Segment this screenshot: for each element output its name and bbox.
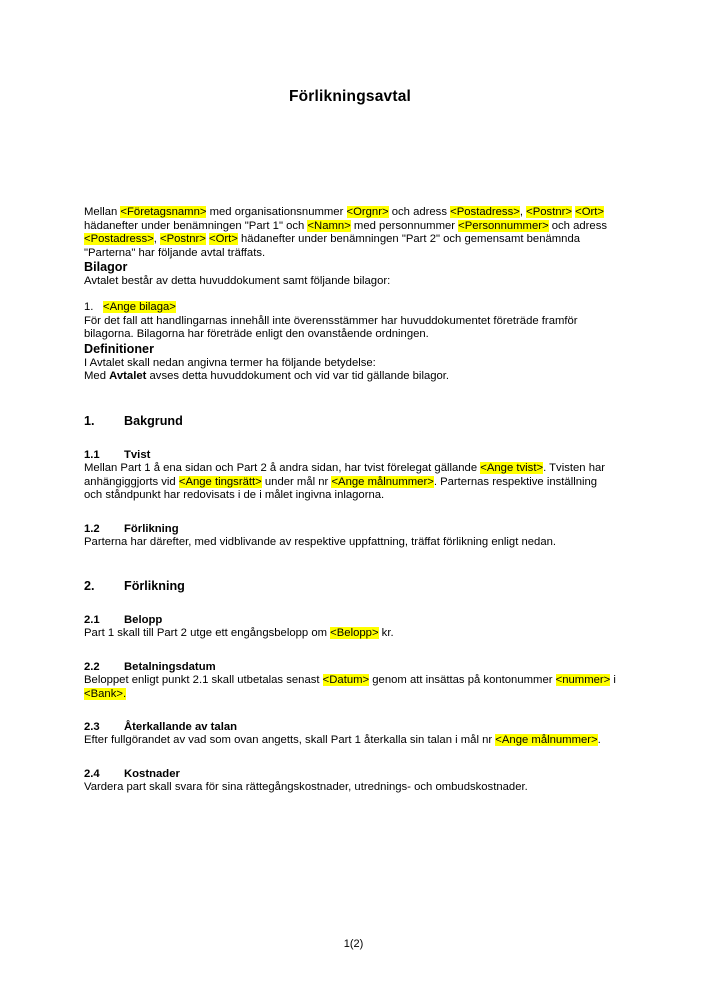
- subsection-2-1-text: [84, 627, 616, 641]
- placeholder-kontonummer: <nummer>: [555, 673, 611, 686]
- definition-prefix: Med: [84, 370, 110, 383]
- placeholder-namn: <Namn>: [307, 219, 351, 232]
- intro-seg-9: ,: [153, 233, 160, 246]
- section-heading-2: [84, 579, 616, 594]
- definition-term: Avtalet: [109, 370, 147, 383]
- placeholder-foretagsnamn: <Företagsnamn>: [120, 206, 207, 218]
- subsection-number: 2.1: [84, 614, 100, 627]
- subsection-2-3-text: [84, 734, 616, 748]
- s23-seg-1: Efter fullgörandet av vad som ovan angetts, skall Part 1 återkalla sin talan i mål nr: [84, 734, 496, 747]
- placeholder-postadress-2: <Postadress>: [84, 233, 154, 246]
- s22-seg-3: i: [610, 673, 616, 686]
- subsection-number: 1.2: [84, 522, 100, 535]
- s11-seg-1: Mellan Part 1 å ena sidan och Part 2 å andra sidan, har tvist förelegat gällande: [84, 461, 481, 474]
- s11-seg-2: . Tvisten har anhängiggjorts vid: [84, 461, 606, 488]
- placeholder-postnr-1: <Postnr>: [526, 206, 572, 218]
- page-footer: 1(2): [343, 938, 364, 950]
- placeholder-ort-1: <Ort>: [575, 206, 605, 218]
- placeholder-orgnr: <Orgnr>: [346, 206, 389, 218]
- subsection-title: Kostnader: [124, 767, 180, 780]
- s23-seg-2: .: [597, 734, 601, 747]
- section-title: Bakgrund: [124, 413, 183, 428]
- list-item-bilaga-1: [84, 301, 616, 315]
- intro-seg-1: Mellan: [84, 206, 121, 218]
- placeholder-postnr-2: <Postnr>: [160, 233, 206, 246]
- subsection-2-4-text: Vardera part skall svara för sina rättegångskostnader, utrednings- och ombudskostnader.: [84, 780, 528, 793]
- bilagor-lead-text: Avtalet består av detta huvuddokument samt följande bilagor:: [84, 275, 391, 288]
- subsection-number: 2.3: [84, 721, 100, 734]
- list-item-number: 1.: [84, 300, 94, 313]
- placeholder-ange-malnummer-2: <Ange målnummer>: [495, 734, 598, 747]
- section-heading-1: [84, 414, 616, 429]
- intro-paragraph: [84, 206, 616, 260]
- intro-seg-7: med personnummer: [350, 219, 459, 232]
- s11-seg-4: . Parternas respektive inställning och ståndpunkt har redovisats i de i målet ingivna inlagorna.: [84, 475, 598, 502]
- subsection-heading-1-2: [84, 522, 616, 536]
- heading-definitioner: Definitioner: [84, 341, 154, 356]
- intro-seg-6: hädanefter under benämningen "Part 1" och: [84, 219, 308, 232]
- subsection-title: Betalningsdatum: [124, 660, 216, 673]
- heading-bilagor: Bilagor: [84, 260, 128, 275]
- s21-seg-1: Part 1 skall till Part 2 utge ett engångsbelopp om: [84, 627, 331, 640]
- definitioner-avtalet-text: [84, 370, 616, 384]
- subsection-1-1-text: [84, 462, 616, 503]
- subsection-title: Förlikning: [124, 522, 179, 535]
- s22-seg-2: genom att insättas på kontonummer: [369, 673, 556, 686]
- placeholder-ange-bilaga: <Ange bilaga>: [103, 300, 176, 313]
- subsection-number: 1.1: [84, 448, 100, 461]
- subsection-title: Belopp: [124, 614, 163, 627]
- subsection-heading-1-1: [84, 448, 616, 462]
- document-body: [84, 0, 616, 794]
- s11-seg-3: under mål nr: [261, 475, 332, 488]
- placeholder-ange-tingsratt: <Ange tingsrätt>: [178, 475, 262, 488]
- placeholder-ange-malnummer-1: <Ange målnummer>: [331, 475, 434, 488]
- s22-seg-1: Beloppet enligt punkt 2.1 skall utbetalas senast: [84, 673, 323, 686]
- section-number: 2.: [84, 579, 95, 594]
- page-title: Förlikningsavtal: [288, 88, 412, 105]
- definition-suffix: avses detta huvuddokument och vid var tid gällande bilagor.: [146, 370, 450, 383]
- subsection-title: Tvist: [124, 448, 151, 461]
- subsection-number: 2.2: [84, 660, 100, 673]
- intro-paragraph-block: [84, 206, 616, 260]
- s21-seg-2: kr.: [378, 627, 394, 640]
- subsection-2-2-text: [84, 674, 616, 701]
- subsection-title: Återkallande av talan: [124, 721, 238, 734]
- section-number: 1.: [84, 413, 95, 428]
- intro-seg-2: med organisationsnummer: [206, 206, 347, 218]
- placeholder-ort-2: <Ort>: [209, 233, 238, 246]
- subsection-number: 2.4: [84, 767, 100, 780]
- intro-seg-3: och adress: [388, 206, 451, 218]
- placeholder-postadress-1: <Postadress>: [450, 206, 520, 218]
- placeholder-datum: <Datum>: [322, 673, 370, 686]
- subsection-1-2-text: Parterna har därefter, med vidblivande av respektive uppfattning, träffat förlikning enligt nedan.: [84, 535, 557, 548]
- intro-seg-11: hädanefter under benämningen "Part 2" och gemensamt benämnda "Parterna" har följande avtal träffats.: [84, 233, 581, 259]
- intro-seg-8: och adress: [548, 219, 607, 232]
- definitioner-lead-text: I Avtalet skall nedan angivna termer ha följande betydelse:: [84, 356, 376, 369]
- placeholder-bank: <Bank>.: [84, 687, 127, 700]
- placeholder-belopp: <Belopp>: [330, 627, 379, 640]
- subsection-heading-2-2: [84, 660, 616, 674]
- subsection-heading-2-1: [84, 613, 616, 627]
- bilagor-note-text: För det fall att handlingarnas innehåll inte överensstämmer har huvuddokumentet företräde framför bilagorna. Bilagorna har företräde enligt den ovanstående ordningen.: [84, 314, 578, 341]
- subsection-heading-2-3: [84, 720, 616, 734]
- placeholder-personnummer: <Personnummer>: [458, 219, 549, 232]
- intro-seg-4: ,: [519, 206, 527, 218]
- placeholder-ange-tvist: <Ange tvist>: [480, 461, 544, 474]
- subsection-heading-2-4: [84, 767, 616, 781]
- section-title: Förlikning: [124, 579, 185, 594]
